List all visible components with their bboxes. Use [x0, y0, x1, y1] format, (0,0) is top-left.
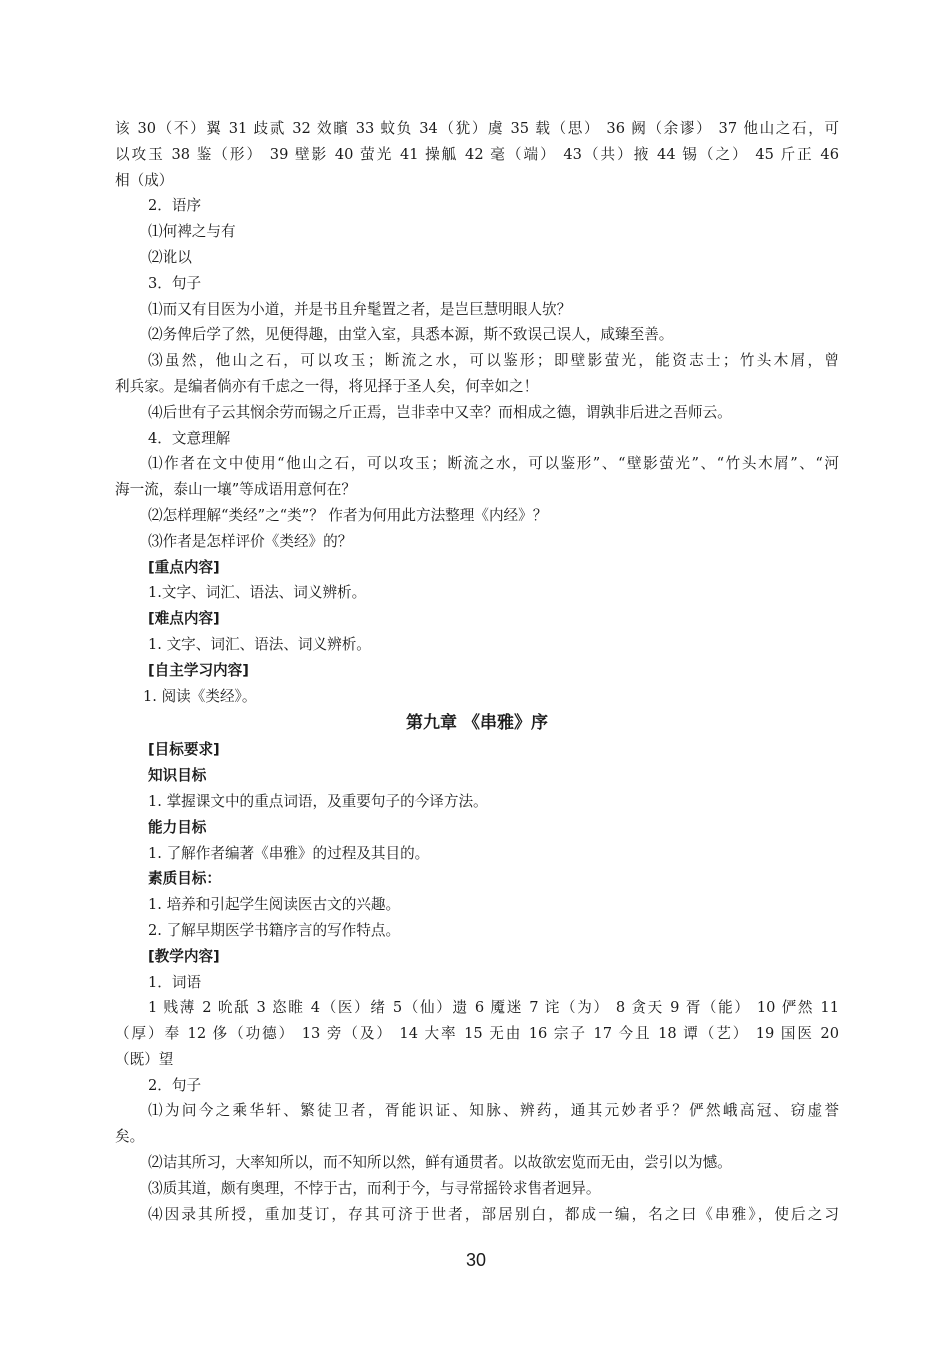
text-line: 矣。: [115, 1128, 145, 1146]
text-line: 1. 了解作者编著《串雅》的过程及其目的。: [148, 844, 430, 862]
section-label: [重点内容]: [148, 558, 220, 576]
section-label: [难点内容]: [148, 610, 220, 628]
text-line: 1. 文字、词汇、语法、词义辨析。: [148, 635, 371, 653]
text-line: 1. 掌握课文中的重点词语，及重要句子的今译方法。: [148, 792, 488, 810]
subsection-heading: 素质目标：: [148, 870, 221, 888]
text-line: 相（成）: [115, 171, 174, 189]
section-heading: 2．句子: [148, 1076, 202, 1094]
text-line: ⑵怎样理解“类经”之“类”？ 作者为何用此方法整理《内经》？: [148, 506, 548, 524]
text-line: 以攻玉 38 鉴（形） 39 壁影 40 萤光 41 操觚 42 毫（端） 43（共）掖 44 锡（之） 45 斤正 46: [115, 145, 839, 163]
page-number: 30: [465, 1250, 487, 1270]
text-line: 该 30（不）翼 31 歧贰 32 效矉 33 蚊负 34（犹）虞 35 载（思） 36 阙（余谬） 37 他山之石，可: [115, 120, 839, 137]
text-line: 1.文字、词汇、语法、词义辨析。: [148, 584, 367, 602]
text-line: 1. 培养和引起学生阅读医古文的兴趣。: [148, 896, 401, 914]
section-heading: 2．语序: [148, 197, 202, 215]
subsection-heading: 知识目标: [148, 767, 207, 785]
text-line: 1. 阅读《类经》。: [143, 687, 257, 705]
section-heading: 1．词语: [148, 973, 202, 991]
text-line: 2. 了解早期医学书籍序言的写作特点。: [148, 921, 401, 939]
text-line: ⑶作者是怎样评价《类经》的？: [148, 532, 353, 550]
text-line: ⑴为问今之乘华轩、繁徒卫者，胥能识证、知脉、辨药，通其元妙者乎？俨然峨高冠、窃虚誉: [148, 1102, 839, 1120]
text-line: ⑶虽然，他山之石，可以攻玉；断流之水，可以鉴形；即壁影萤光，能资志士；竹头木屑，曾: [148, 352, 839, 370]
text-line: ⑵务俾后学了然，见便得趣，由堂入室，具悉本源，斯不致误己误人，咸臻至善。: [148, 326, 674, 344]
text-line: ⑴何裨之与有: [148, 223, 236, 241]
section-label: [教学内容]: [148, 947, 220, 965]
text-line: ⑵诘其所习，大率知所以，而不知所以然，鲜有通贯者。以故欲宏览而无由，尝引以为憾。: [148, 1154, 732, 1172]
text-line: ⑵讹以: [148, 248, 192, 266]
text-line: ⑶质其道，颇有奥理，不悖于古，而利于今，与寻常摇铃求售者迥异。: [148, 1179, 601, 1197]
document-body: [115, 116, 839, 1227]
text-line: （既）望: [115, 1050, 174, 1068]
chapter-title: 第九章 《串雅》序: [406, 713, 548, 734]
text-line: ⑷因录其所授，重加芟订，存其可济于世者，部居别白，都成一编，名之曰《串雅》，使后之习: [148, 1205, 839, 1223]
text-line: ⑴而又有目医为小道，并是书且弁髦置之者，是岂巨慧明眼人欤？: [148, 300, 572, 318]
section-heading: 4．文意理解: [148, 429, 231, 447]
text-line: 海一流，泰山一壤”等成语用意何在？: [115, 481, 356, 499]
section-label: [自主学习内容]: [148, 661, 249, 679]
text-line: ⑷后世有子云其悯余劳而锡之斤正焉，岂非幸中又幸？而相成之德，谓孰非后进之吾师云。: [148, 403, 732, 421]
section-heading: 3．句子: [148, 274, 202, 292]
text-line: 1 贱薄 2 吮舐 3 恣睢 4（医）绪 5（仙）遗 6 魇迷 7 诧（为） 8 贪天 9 胥（能） 10 俨然 11: [148, 999, 839, 1017]
text-line: （厚）奉 12 侈（功德） 13 旁（及） 14 大率 15 无由 16 宗子 17 今且 18 谭（艺） 19 国医 20: [115, 1025, 839, 1043]
subsection-heading: 能力目标: [148, 818, 207, 836]
section-label: [目标要求]: [148, 741, 220, 759]
text-line: ⑴作者在文中使用“他山之石，可以攻玉；断流之水，可以鉴形”、“壁影萤光”、“竹头木屑”、“河: [148, 455, 839, 473]
text-line: 利兵家。是编者倘亦有千虑之一得，将见择于圣人矣，何幸如之！: [115, 377, 539, 395]
